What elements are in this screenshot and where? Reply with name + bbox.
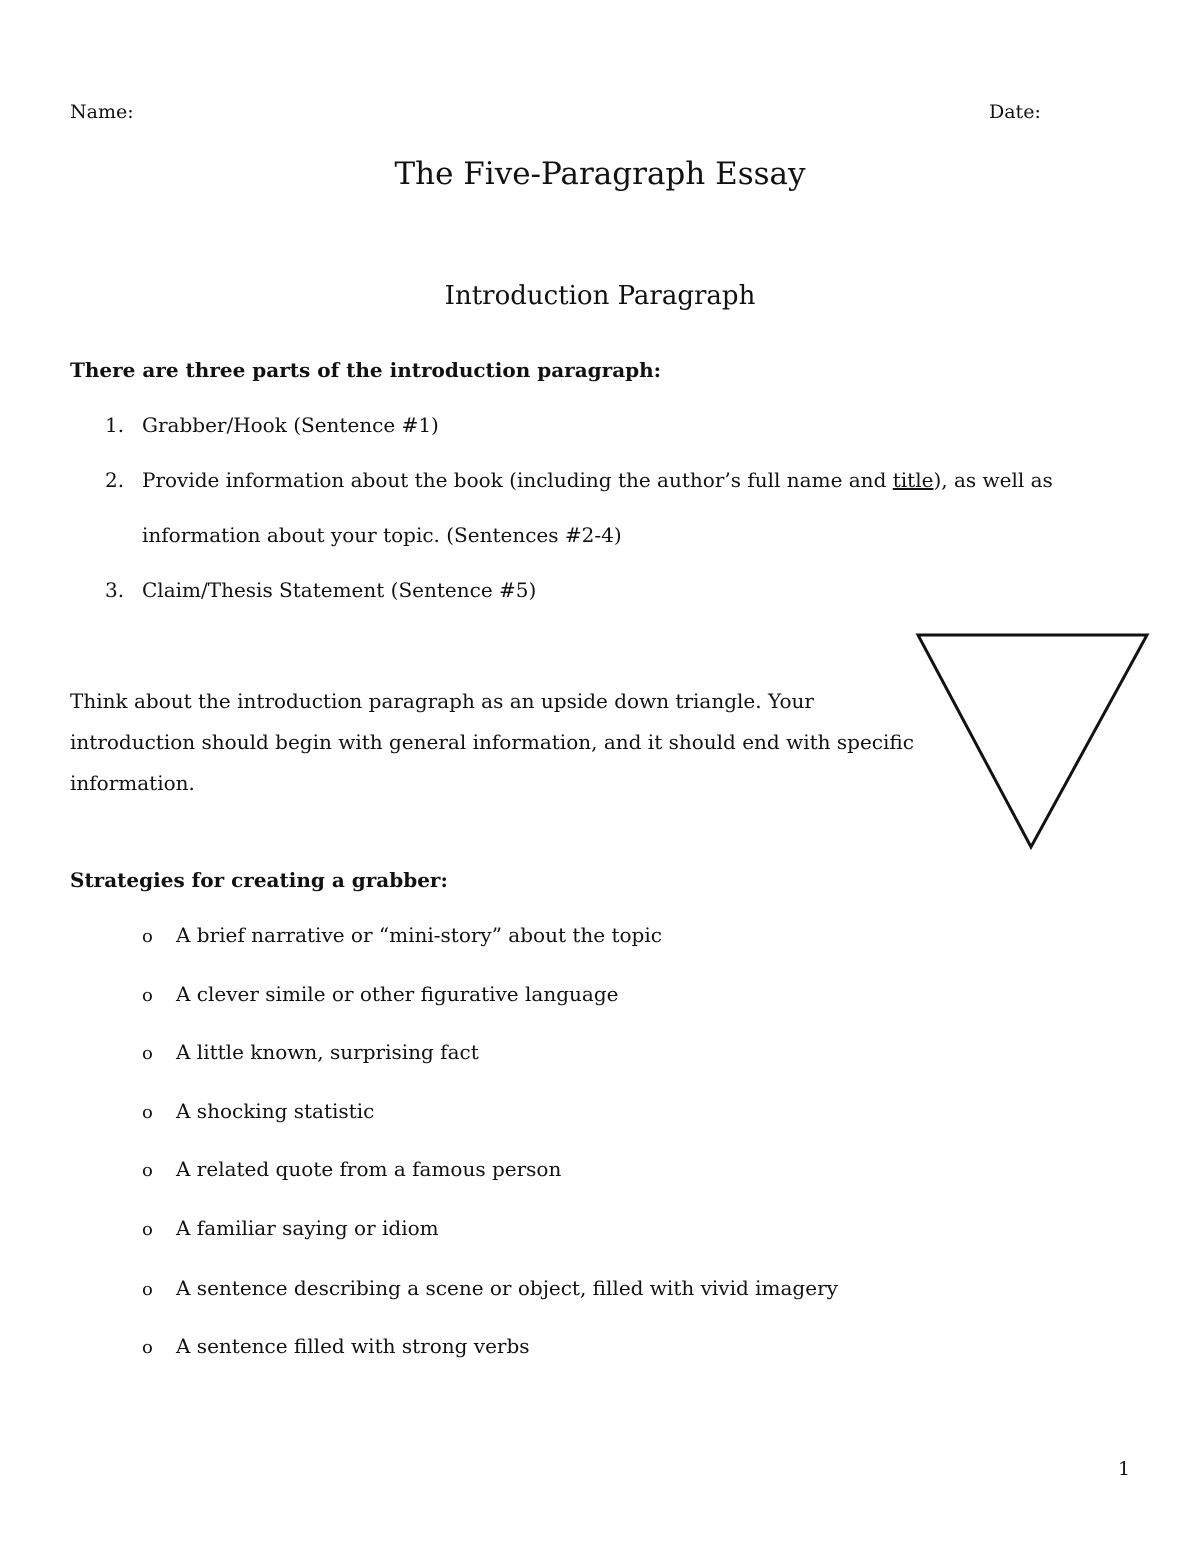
list-number: 2. [105,468,125,492]
list-item-text: A familiar saying or idiom [176,1216,439,1240]
section-title: Introduction Paragraph [444,281,756,311]
date-label: Date: [989,101,1041,123]
list-item-text: A clever simile or other figurative language [176,982,619,1006]
list-item-text: Grabber/Hook (Sentence #1) [142,413,439,437]
list-item-text: A little known, surprising fact [176,1040,479,1064]
bullet-icon: o [142,985,153,1006]
list-item-text [142,468,1053,492]
list-item-text-part: Provide information about the book (including the author’s full name and [142,468,893,492]
list-number: 3. [105,578,125,602]
paragraph-line: information. [70,771,195,795]
underlined-word: title [892,468,934,492]
bullet-icon: o [142,1160,153,1181]
list-item-text: Claim/Thesis Statement (Sentence #5) [142,578,537,602]
parts-heading: There are three parts of the introduction paragraph: [70,358,662,382]
list-item-text: A sentence describing a scene or object, filled with vivid imagery [176,1276,838,1300]
list-item-text: A brief narrative or “mini-story” about the topic [176,923,662,947]
name-label: Name: [70,101,134,123]
strategies-heading: Strategies for creating a grabber: [70,868,448,892]
document-title: The Five-Paragraph Essay [394,156,806,192]
bullet-icon: o [142,1102,153,1123]
paragraph-line: Think about the introduction paragraph as an upside down triangle. Your [70,689,814,713]
bullet-icon: o [142,926,153,947]
paragraph-line: introduction should begin with general information, and it should end with specific [70,730,914,754]
page-number: 1 [1118,1458,1131,1480]
list-item-text: A sentence filled with strong verbs [176,1334,530,1358]
list-item-continuation: information about your topic. (Sentences #2-4) [142,523,622,547]
triangle-paragraph [70,681,920,804]
list-number: 1. [105,413,125,437]
list-item-text: A shocking statistic [176,1099,375,1123]
bullet-icon: o [142,1279,153,1300]
bullet-icon: o [142,1337,153,1358]
list-item-text-part: ), as well as [933,468,1053,492]
triangle-shape [918,635,1147,847]
bullet-icon: o [142,1043,153,1064]
bullet-icon: o [142,1219,153,1240]
list-item-text: A related quote from a famous person [176,1157,562,1181]
inverted-triangle-diagram [910,628,1155,854]
